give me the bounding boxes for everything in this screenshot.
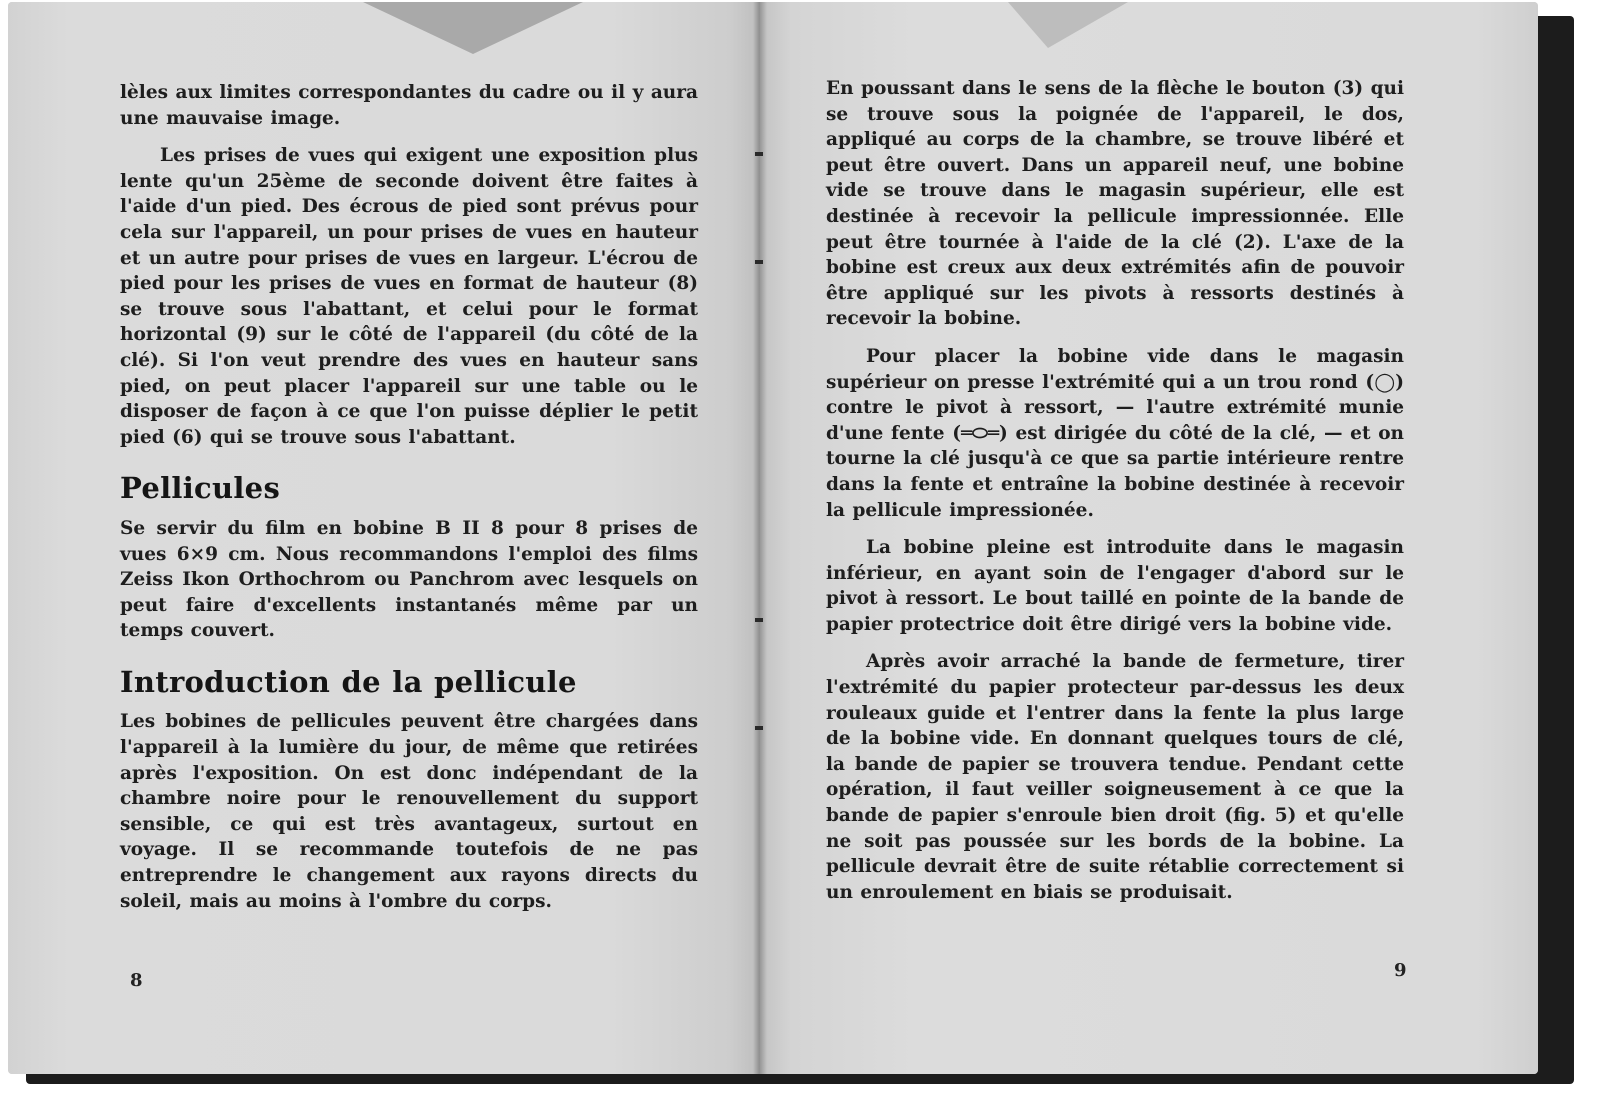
paragraph: Les prises de vues qui exigent une exposition plus lente qu'un 25ème de seconde doivent être faites à l'aide d'un pied. Des écrous de pied sont prévus pour cela sur l'appareil, un pour prises de vues en hauteur et un autre pour prises de vues en largeur. L'écrou de pied pour les prises de vues en format de hauteur (8) se trouve sous l'abattant, et celui pour le format horizontal (9) sur le côté de l'appareil (du côté de la clé). Si l'on veut prendre des vues en hauteur sans pied, on peut placer l'appareil sur une table ou le disposer de façon à ce que l'on puisse déplier le petit pied (6) qui se trouve sous l'abattant.: [120, 145, 698, 448]
right-page-text: [826, 76, 1404, 917]
binding-stitch: [755, 152, 763, 156]
paragraph: Les bobines de pellicules peuvent être chargées dans l'appareil à la lumière du jour, de même que retirées après l'exposition. On est donc indépendant de la chambre noire pour le renouvellement du support sensible, ce qui est très avantageux, surtout en voyage. Il se recommande toutefois de ne pas entreprendre le changement aux rayons directs du soleil, mais au moins à l'ombre du corps.: [120, 711, 698, 912]
paragraph: lèles aux limites correspondantes du cadre ou il y aura une mauvaise image.: [120, 82, 698, 129]
binding-stitch: [755, 260, 763, 264]
torn-paper-edge: [1008, 2, 1128, 48]
left-page-text: [120, 80, 698, 926]
paragraph: La bobine pleine est introduite dans le magasin inférieur, en ayant soin de l'engager d'abord sur le pivot à ressort. Le bout taillé en pointe de la bande de papier protectrice doit être dirigé vers la bobine vide.: [826, 537, 1404, 635]
paragraph: En poussant dans le sens de la flèche le bouton (3) qui se trouve sous la poignée de l'appareil, le dos, appliqué au corps de la chambre, se trouve libéré et peut être ouvert. Dans un appareil neuf, une bobine vide se trouve dans le magasin supérieur, elle est destinée à recevoir la pellicule impressionnée. Elle peut être tournée à l'aide de la clé (2). L'axe de la bobine est creux aux deux extrémités afin de pouvoir être appliqué sur les pivots à ressorts destinés à recevoir la bobine.: [826, 78, 1404, 330]
binding-stitch: [755, 618, 763, 622]
page-number-left: 8: [130, 970, 143, 991]
paragraph: Après avoir arraché la bande de fermeture, tirer l'extrémité du papier protecteur par-dessus les deux rouleaux guide et l'entrer dans la fente la plus large de la bobine vide. En donnant quelques tours de clé, la bande de papier se trouvera tendue. Pendant cette opération, il faut veiller soigneusement à ce que la bande de papier s'enroule bien droit (fig. 5) et qu'elle ne soit pas poussée sur les bords de la bobine. La pellicule devrait être de suite rétablie correctement si un enroulement en biais se produisait.: [826, 651, 1404, 903]
open-booklet: [8, 2, 1538, 1074]
heading-pellicules: Pellicules: [120, 471, 281, 506]
binding-stitch: [755, 726, 763, 730]
book-gutter: [753, 2, 767, 1074]
heading-introduction: Introduction de la pellicule: [120, 664, 577, 699]
paragraph: Se servir du film en bobine B II 8 pour 8 prises de vues 6×9 cm. Nous recommandons l'emploi des films Zeiss Ikon Orthochrom ou Panchrom avec lesquels on peut faire d'excellents instantanés même par un temps couvert.: [120, 517, 698, 642]
paragraph: Pour placer la bobine vide dans le magasin supérieur on presse l'extrémité qui a un trou rond (◯) contre le pivot à ressort, — l'autre extrémité munie d'une fente (═⬭═) est dirigée du côté de la clé, — et on tourne la clé jusqu'à ce que sa partie intérieure rentre dans la fente et entraîne la bobine destinée à recevoir la pellicule impressionée.: [826, 345, 1404, 521]
page-number-right: 9: [1394, 960, 1407, 981]
torn-paper-edge: [363, 2, 583, 54]
